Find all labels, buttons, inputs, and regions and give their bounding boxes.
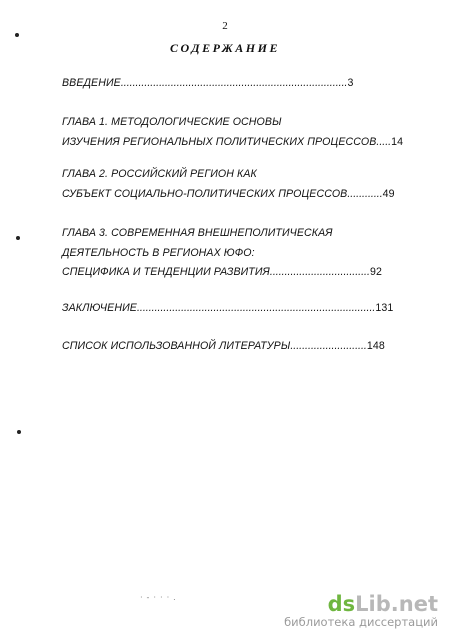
toc-entry-chapter-2-line-1 [62, 168, 257, 180]
toc-page-number: 148 [366, 340, 385, 352]
toc-entry-text: СПИСОК ИСПОЛЬЗОВАННОЙ ЛИТЕРАТУРЫ [62, 340, 291, 352]
scan-speck [15, 33, 19, 37]
toc-entry-text: ИЗУЧЕНИЯ РЕГИОНАЛЬНЫХ ПОЛИТИЧЕСКИХ ПРОЦЕССОВ [62, 136, 377, 148]
page-number: 2 [222, 20, 228, 32]
scan-speck [16, 236, 20, 240]
toc-entry-text: ДЕЯТЕЛЬНОСТЬ В РЕГИОНАХ ЮФО: [62, 247, 255, 259]
faint-scan-marks: · - · · · . [140, 593, 177, 602]
toc-entry-chapter-1-line-1 [62, 116, 282, 128]
toc-entry-chapter-2-line-2 [62, 188, 395, 200]
toc-entry-introduction [62, 77, 353, 89]
toc-dot-leader: ................................................................................. [136, 302, 376, 314]
toc-page-number: 131 [375, 302, 394, 314]
toc-dot-leader: ............ [347, 188, 383, 200]
toc-entry-chapter-3-line-2 [62, 247, 255, 259]
toc-entry-text: ВВЕДЕНИЕ [62, 77, 121, 89]
scan-speck [17, 430, 21, 434]
toc-entry-text: ГЛАВА 1. МЕТОДОЛОГИЧЕСКИЕ ОСНОВЫ [62, 116, 282, 128]
toc-page-number: 14 [391, 136, 404, 148]
watermark [284, 593, 438, 629]
toc-entry-chapter-3-line-1 [62, 227, 333, 239]
toc-dot-leader: .......................... [290, 340, 367, 352]
toc-entry-bibliography [62, 340, 385, 352]
toc-page-number: 92 [369, 266, 382, 278]
toc-dot-leader: .................................. [269, 266, 370, 278]
toc-entry-chapter-1-line-2 [62, 136, 403, 148]
toc-dot-leader: ............................................................................. [120, 77, 348, 89]
toc-entry-conclusion [62, 302, 393, 314]
toc-entry-text: ЗАКЛЮЧЕНИЕ [62, 302, 137, 314]
toc-title: СОДЕРЖАНИЕ [170, 41, 280, 55]
watermark-subtitle: библиотека диссертаций [284, 615, 438, 629]
toc-page-number: 3 [347, 77, 354, 89]
watermark-logo: dsLib.net [327, 592, 438, 616]
toc-page-number: 49 [382, 188, 395, 200]
toc-entry-text: ГЛАВА 2. РОССИЙСКИЙ РЕГИОН КАК [62, 168, 257, 180]
toc-entry-chapter-3-line-3 [62, 266, 382, 278]
toc-dot-leader: ..... [376, 136, 392, 148]
toc-entry-text: ГЛАВА 3. СОВРЕМЕННАЯ ВНЕШНЕПОЛИТИЧЕСКАЯ [62, 227, 333, 239]
toc-entry-text: СПЕЦИФИКА И ТЕНДЕНЦИИ РАЗВИТИЯ [62, 266, 270, 278]
toc-entry-text: СУБЪЕКТ СОЦИАЛЬНО-ПОЛИТИЧЕСКИХ ПРОЦЕССОВ [62, 188, 348, 200]
